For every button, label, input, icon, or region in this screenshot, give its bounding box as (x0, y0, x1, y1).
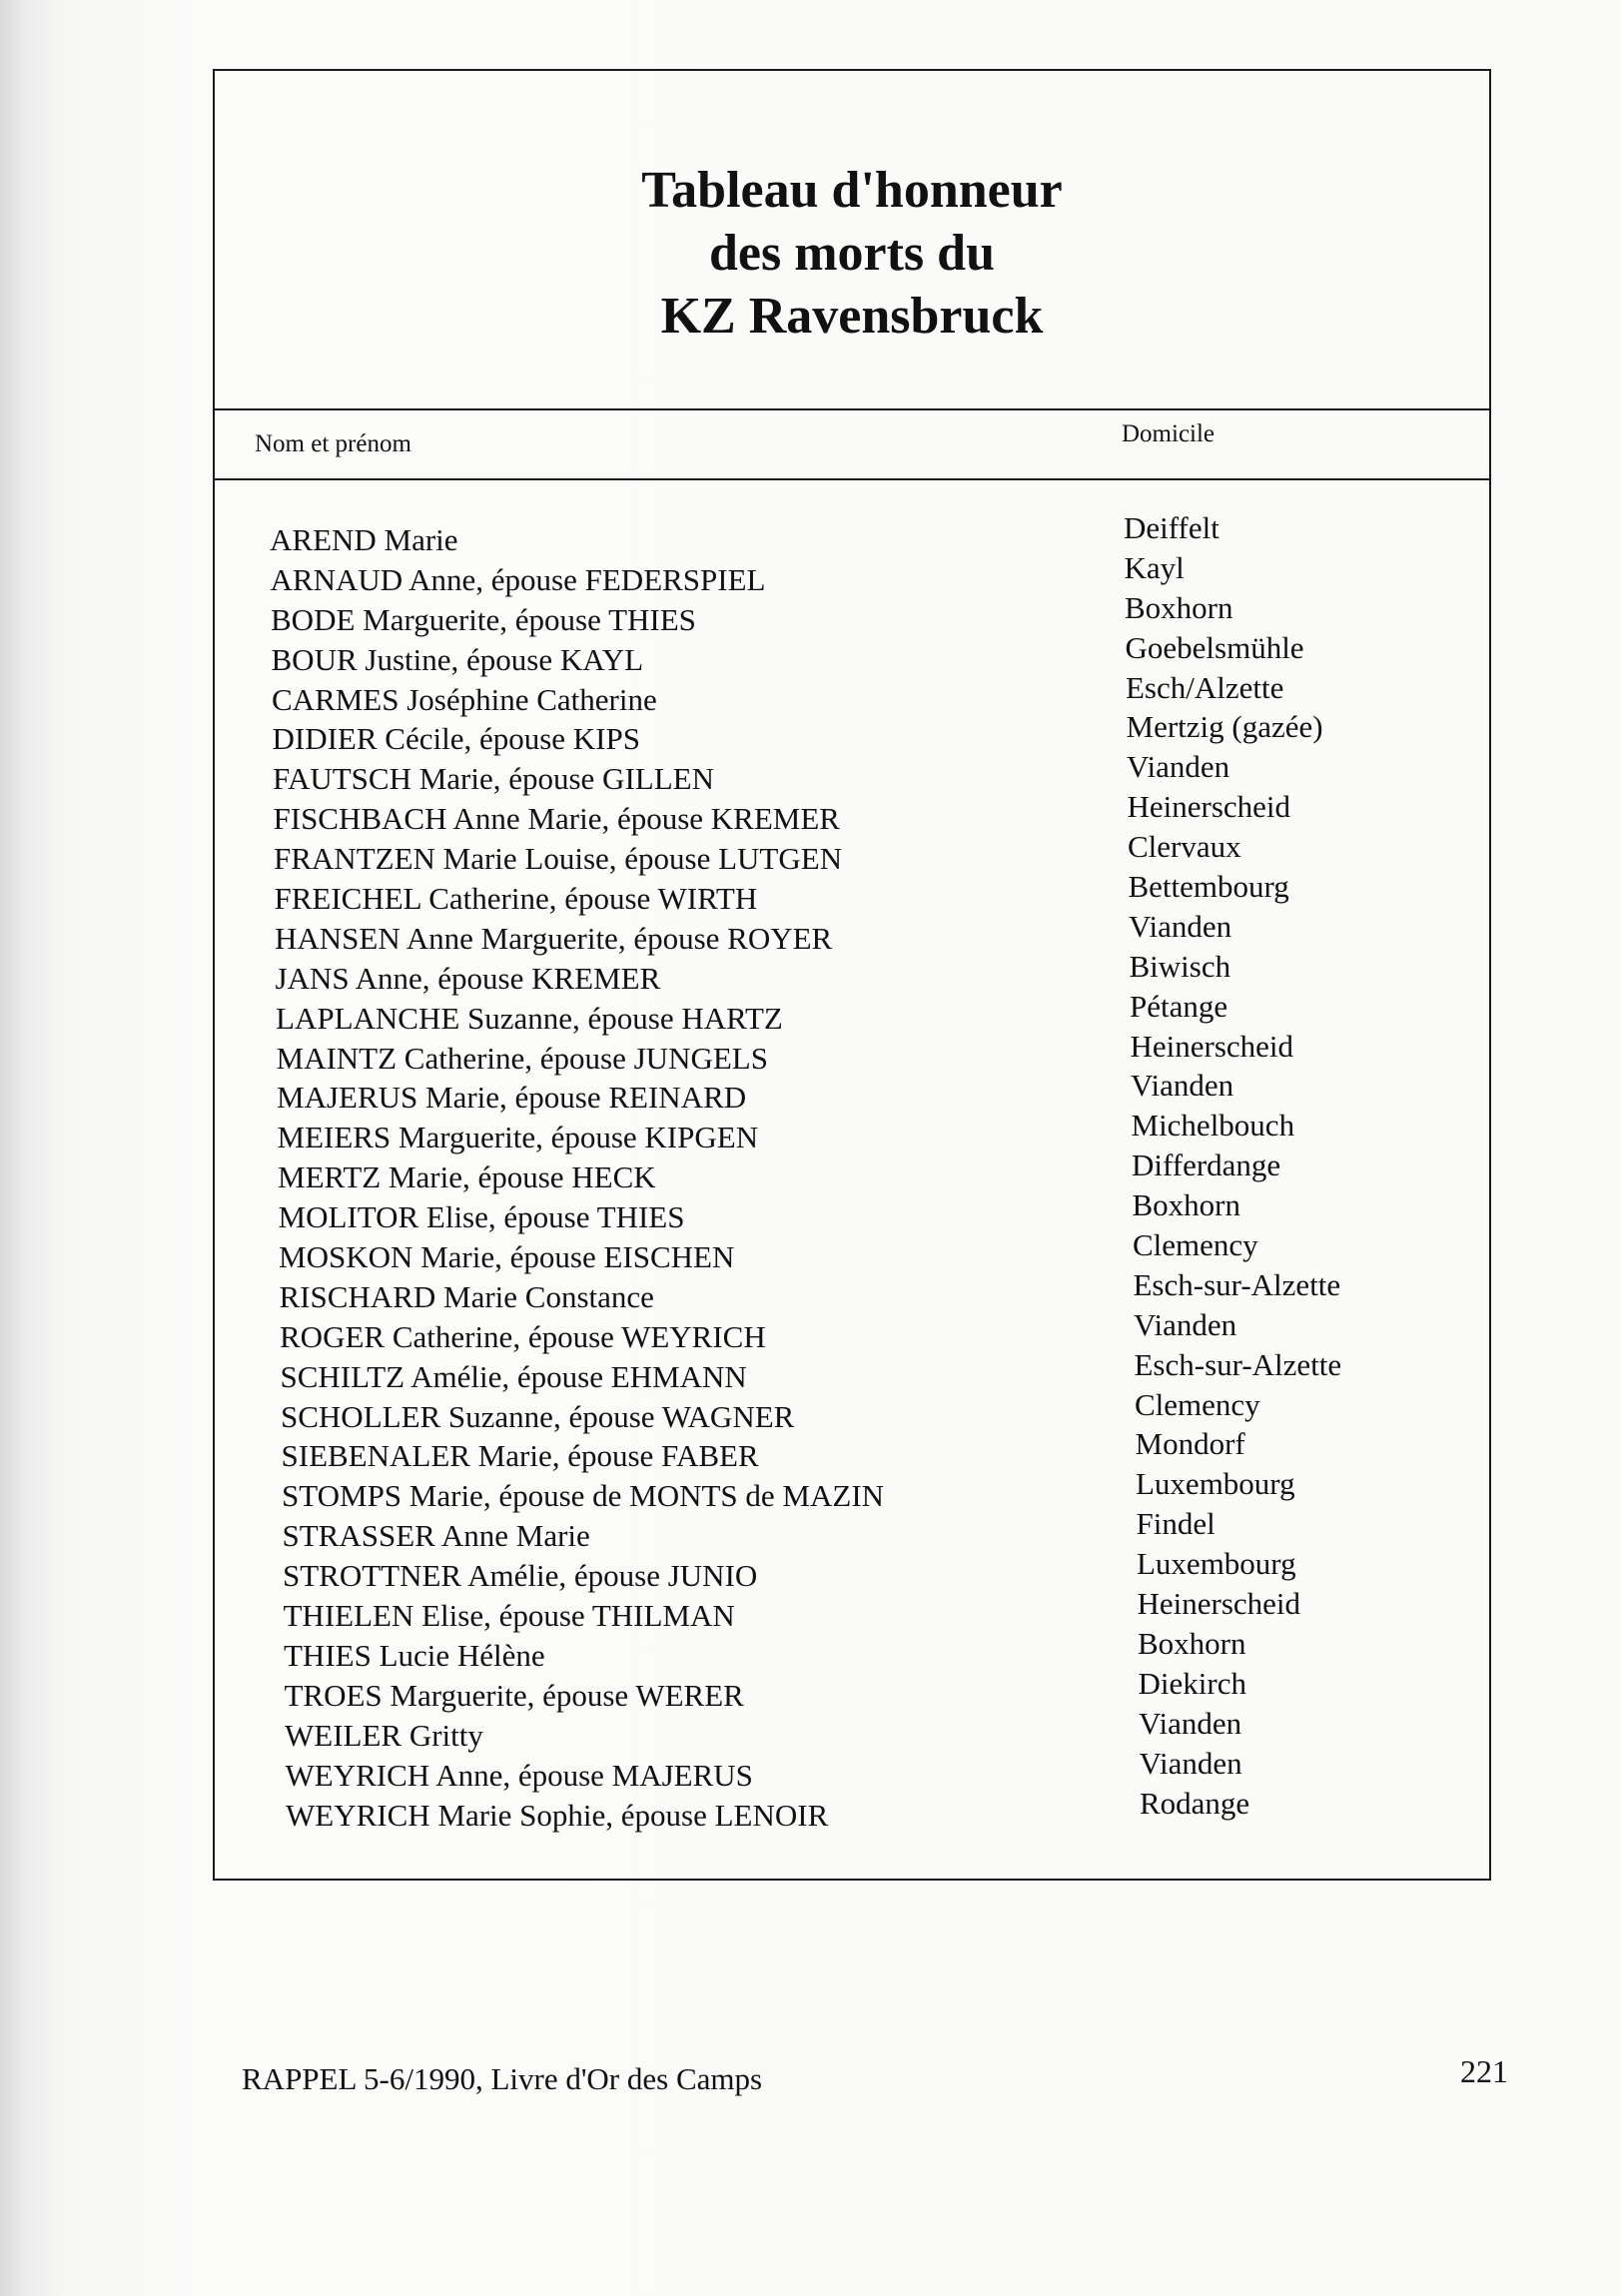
domicile-cell: Vianden (1139, 1745, 1242, 1781)
table-row (270, 510, 1489, 562)
table-row (276, 1028, 1496, 1081)
domicile-cell: Diekirch (1138, 1665, 1246, 1701)
table-row (273, 789, 1493, 841)
domicile-cell: Esch/Alzette (1126, 669, 1284, 705)
name-cell: DIDIER Cécile, épouse KIPS (272, 721, 640, 757)
table-row (271, 629, 1491, 682)
name-cell: BOUR Justine, épouse KAYL (271, 641, 644, 677)
table-row (277, 1108, 1497, 1159)
domicile-cell: Boxhorn (1125, 589, 1233, 625)
name-cell: STROTTNER Amélie, épouse JUNIO (283, 1558, 758, 1594)
table-row (275, 948, 1495, 1001)
domicile-cell: Vianden (1129, 908, 1232, 944)
table-row (277, 1068, 1496, 1120)
name-cell: WEYRICH Marie Sophie, épouse LENOIR (286, 1797, 829, 1833)
table-row (281, 1386, 1500, 1439)
name-cell: THIELEN Elise, épouse THILMAN (283, 1598, 735, 1634)
name-cell: TROES Marguerite, épouse WERER (284, 1677, 744, 1713)
name-cell: WEILER Gritty (285, 1717, 483, 1753)
table-row (279, 1266, 1499, 1319)
domicile-cell: Luxembourg (1136, 1466, 1295, 1502)
domicile-cell: Kayl (1124, 549, 1185, 585)
name-cell: SIEBENALER Marie, épouse FABER (281, 1438, 759, 1474)
name-cell: MAINTZ Catherine, épouse JUNGELS (276, 1040, 768, 1076)
honor-roll-table (213, 69, 1491, 1881)
title-line: Tableau d'honneur (641, 162, 1063, 219)
table-row (283, 1546, 1502, 1598)
divider (215, 478, 1489, 480)
domicile-cell: Clervaux (1128, 829, 1241, 865)
name-cell: STOMPS Marie, épouse de MONTS de MAZIN (282, 1478, 885, 1514)
name-cell: WEYRICH Anne, épouse MAJERUS (285, 1757, 753, 1793)
table-row (280, 1346, 1500, 1399)
name-cell: SCHILTZ Amélie, épouse EHMANN (280, 1358, 747, 1394)
table-row (273, 749, 1492, 801)
table-row (285, 1745, 1505, 1798)
domicile-cell: Esch-sur-Alzette (1133, 1266, 1341, 1302)
name-cell: LAPLANCHE Suzanne, épouse HARTZ (276, 1000, 783, 1036)
domicile-cell: Vianden (1127, 749, 1230, 785)
domicile-cell: Michelbouch (1131, 1108, 1295, 1144)
name-cell: MOLITOR Elise, épouse THIES (278, 1199, 685, 1235)
column-header-name: Nom et prénom (255, 430, 411, 457)
name-cell: ROGER Catherine, épouse WEYRICH (280, 1318, 766, 1354)
name-cell: FRANTZEN Marie Louise, épouse LUTGEN (274, 841, 843, 877)
name-cell: JANS Anne, épouse KREMER (275, 960, 661, 996)
domicile-cell: Heinerscheid (1137, 1586, 1301, 1622)
domicile-cell: Mondorf (1135, 1426, 1245, 1462)
table-row (284, 1625, 1503, 1678)
table-row (271, 589, 1490, 642)
name-cell: BODE Marguerite, épouse THIES (271, 601, 696, 637)
name-cell: THIES Lucie Hélène (284, 1637, 545, 1673)
domicile-cell: Goebelsmühle (1125, 629, 1304, 665)
page-number: 221 (1460, 2053, 1508, 2089)
title-line: des morts du (708, 225, 996, 282)
domicile-cell: Findel (1136, 1506, 1216, 1542)
table-row (274, 869, 1494, 921)
domicile-cell: Heinerscheid (1130, 1028, 1294, 1064)
table-row (282, 1466, 1501, 1518)
name-cell: ARNAUD Anne, épouse FEDERSPIEL (270, 561, 766, 597)
domicile-cell: Clemency (1135, 1386, 1260, 1422)
domicile-cell: Boxhorn (1138, 1625, 1246, 1661)
domicile-cell: Deiffelt (1124, 510, 1219, 545)
name-cell: SCHOLLER Suzanne, épouse WAGNER (281, 1398, 795, 1434)
title-line: KZ Ravensbruck (660, 288, 1044, 345)
name-cell: FAUTSCH Marie, épouse GILLEN (273, 761, 714, 797)
table-row (270, 549, 1490, 602)
name-cell: FISCHBACH Anne Marie, épouse KREMER (273, 801, 840, 837)
domicile-cell: Rodange (1140, 1785, 1250, 1821)
name-cell: MEIERS Marguerite, épouse KIPGEN (277, 1120, 759, 1155)
domicile-cell: Pétange (1130, 988, 1228, 1024)
name-cell: CARMES Joséphine Catherine (272, 681, 657, 717)
name-cell: AREND Marie (270, 522, 458, 557)
domicile-cell: Boxhorn (1132, 1187, 1240, 1223)
name-cell: STRASSER Anne Marie (282, 1518, 590, 1554)
table-row (275, 908, 1494, 961)
table-row (278, 1148, 1497, 1199)
name-cell: MERTZ Marie, épouse HECK (278, 1159, 656, 1195)
domicile-cell: Clemency (1133, 1227, 1258, 1263)
table-row (284, 1665, 1504, 1718)
table-row (282, 1506, 1502, 1558)
name-cell: FREICHEL Catherine, épouse WIRTH (274, 881, 758, 917)
name-cell: RISCHARD Marie Constance (279, 1278, 654, 1314)
column-header-domicile: Domicile (1122, 420, 1216, 447)
page-title (215, 159, 1489, 348)
domicile-cell: Esch-sur-Alzette (1134, 1346, 1342, 1382)
table-row (286, 1785, 1505, 1838)
table-row (276, 988, 1495, 1041)
domicile-cell: Bettembourg (1128, 869, 1289, 905)
domicile-cell: Luxembourg (1137, 1546, 1296, 1582)
domicile-cell: Heinerscheid (1127, 789, 1291, 825)
domicile-cell: Biwisch (1129, 948, 1231, 984)
table-row (278, 1187, 1498, 1239)
domicile-cell: Differdange (1132, 1148, 1281, 1183)
table-row (285, 1705, 1504, 1758)
domicile-cell: Vianden (1134, 1306, 1237, 1342)
name-cell: MAJERUS Marie, épouse REINARD (277, 1080, 747, 1116)
domicile-cell: Vianden (1131, 1068, 1234, 1104)
domicile-cell: Mertzig (gazée) (1126, 709, 1323, 745)
table-body (270, 510, 1489, 1837)
divider (215, 408, 1489, 410)
name-cell: MOSKON Marie, épouse EISCHEN (279, 1239, 735, 1275)
table-row (274, 829, 1493, 881)
footer-source: RAPPEL 5-6/1990, Livre d'Or des Camps (242, 2061, 763, 2096)
name-cell: HANSEN Anne Marguerite, épouse ROYER (275, 920, 833, 956)
domicile-cell: Vianden (1139, 1705, 1242, 1741)
table-row (272, 709, 1492, 761)
table-row (283, 1586, 1503, 1638)
table-row (281, 1426, 1501, 1478)
